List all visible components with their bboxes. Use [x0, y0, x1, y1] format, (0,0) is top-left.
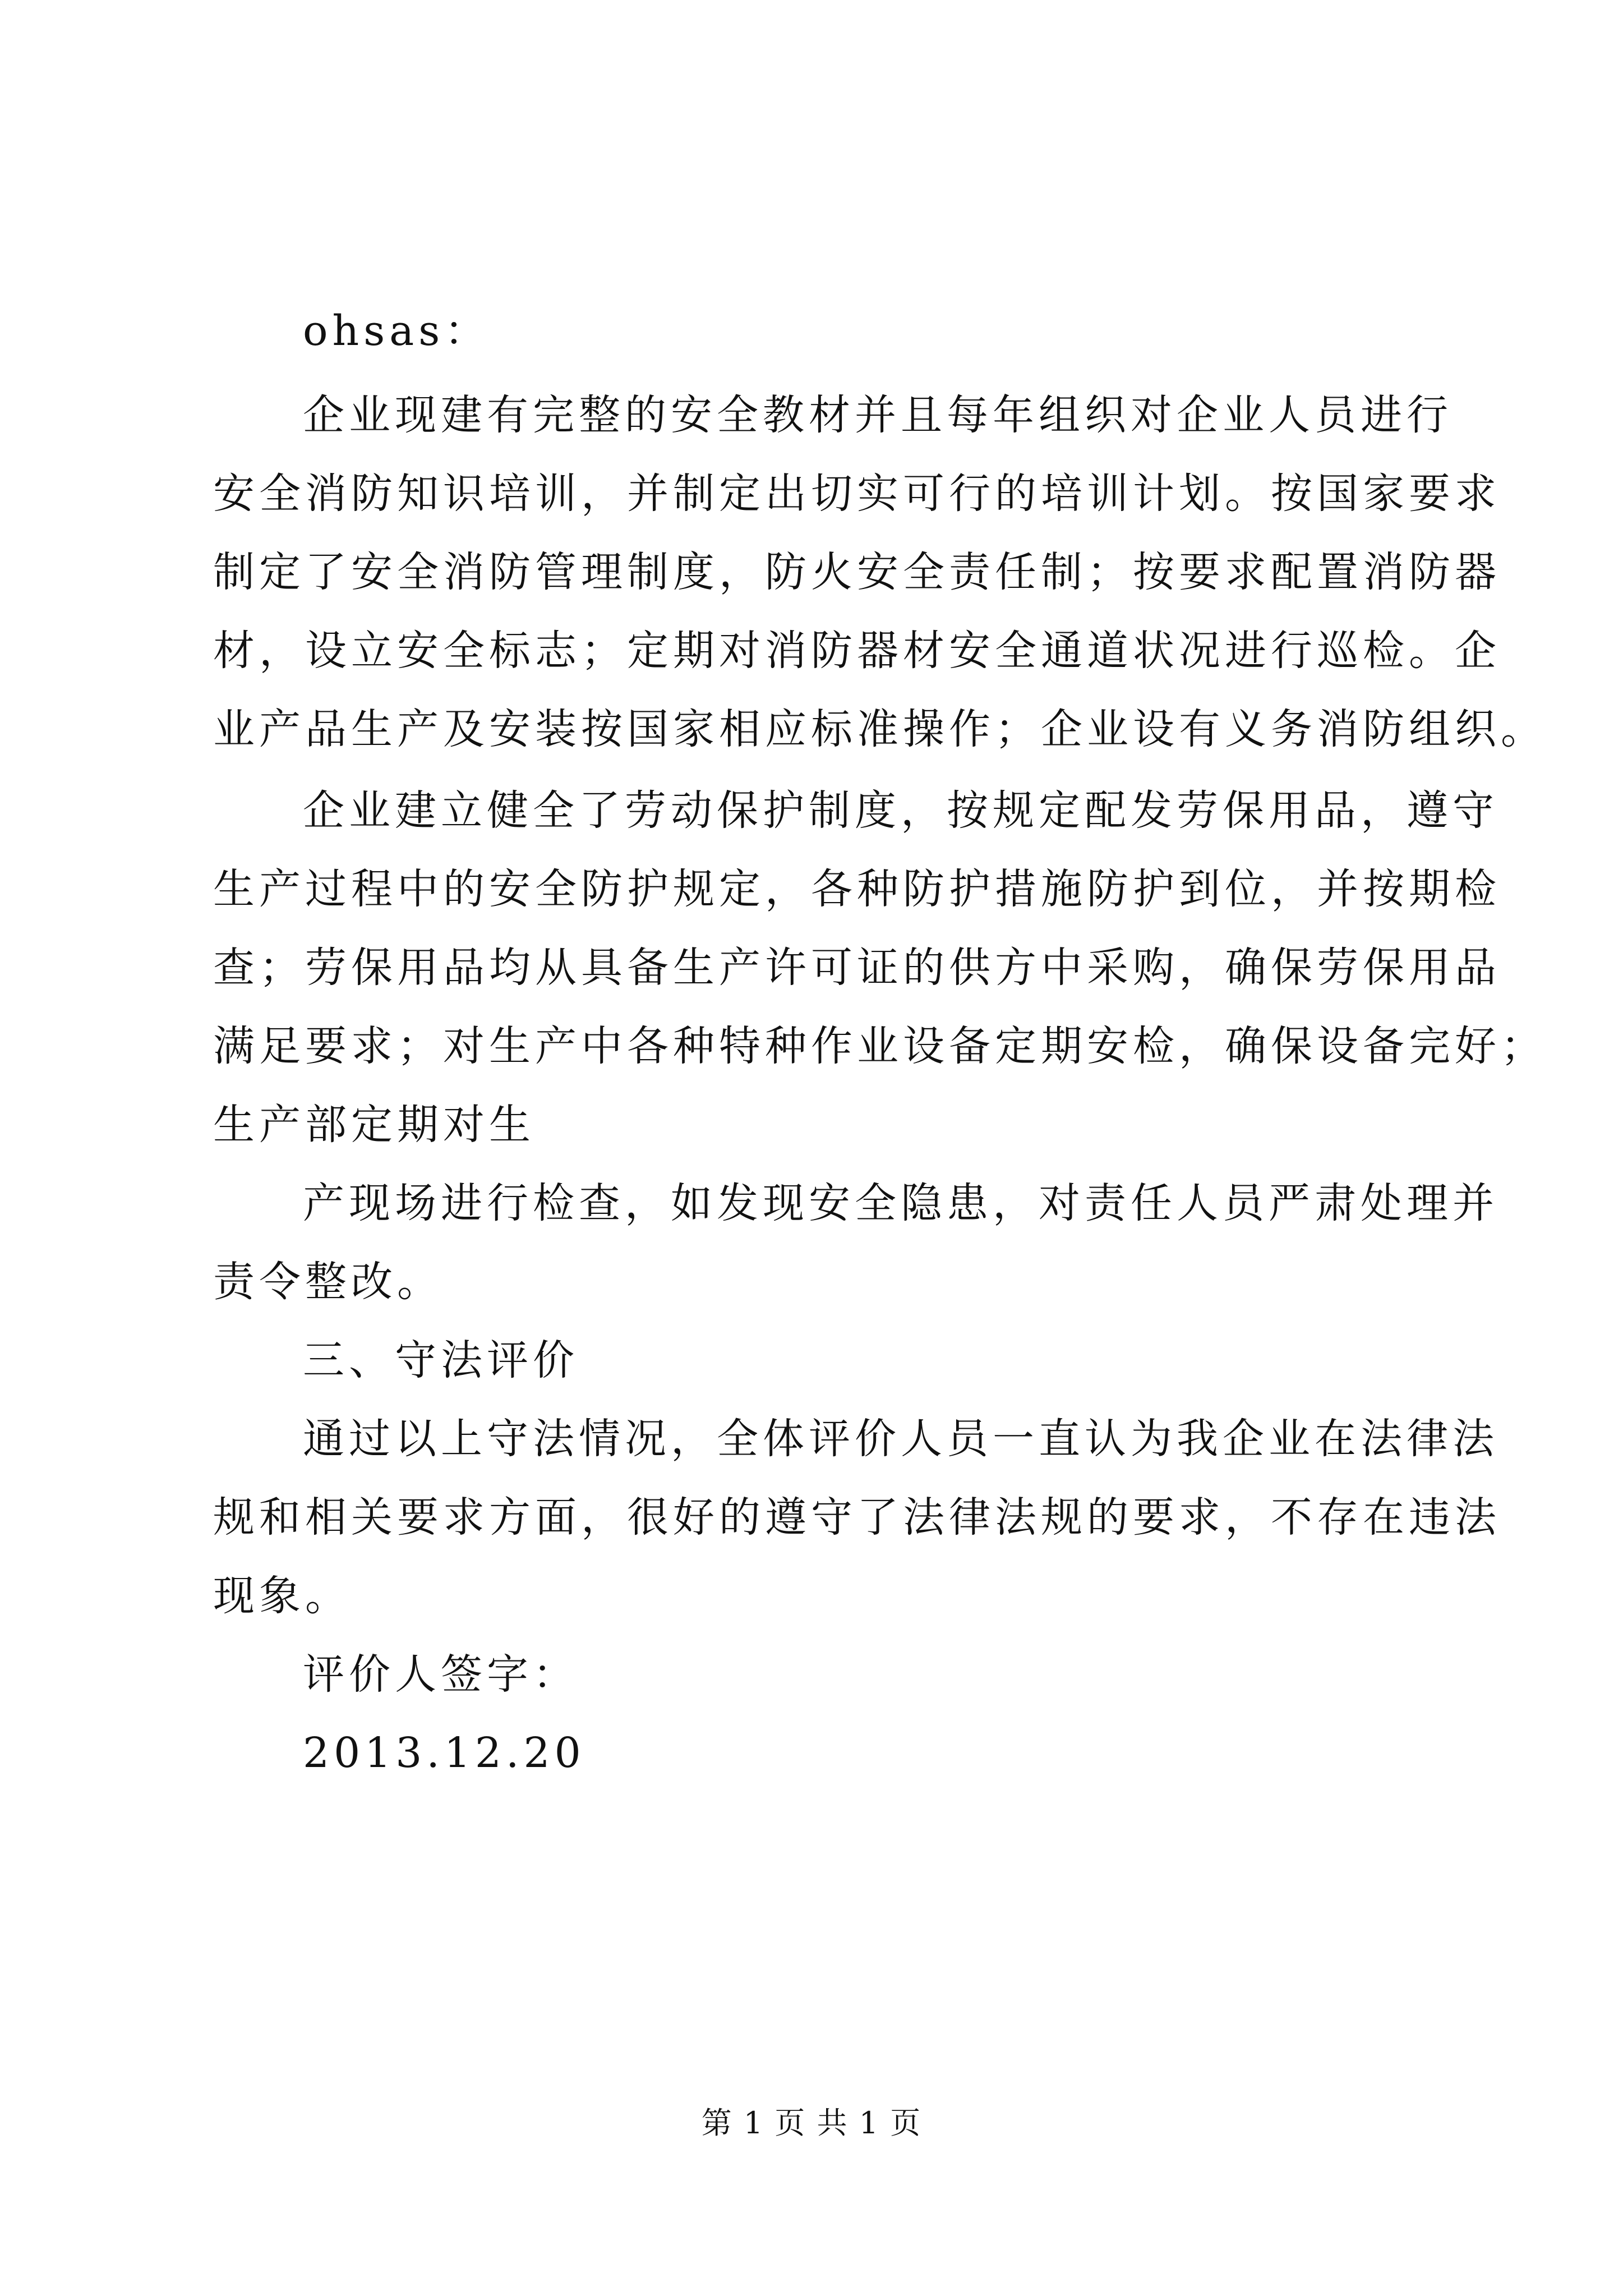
text-line: 通过以上守法情况，全体评价人员一直认为我企业在法律法	[303, 1415, 1498, 1463]
text-line: 安全消防知识培训，并制定出切实可行的培训计划。按国家要求	[213, 470, 1501, 518]
text-line: 产现场进行检查，如发现安全隐患，对责任人员严肃处理并	[303, 1179, 1498, 1227]
text-line-ohsas: ohsas：	[303, 307, 491, 355]
text-line: 满足要求；对生产中各种特种作业设备定期安检，确保设备完好；	[213, 1022, 1547, 1070]
text-line: 企业现建有完整的安全教材并且每年组织对企业人员进行	[303, 391, 1453, 439]
text-line: 制定了安全消防管理制度，防火安全责任制；按要求配置消防器	[213, 548, 1501, 596]
page-footer: 第 1 页 共 1 页	[701, 2105, 922, 2141]
text-line: 规和相关要求方面，很好的遵守了法律法规的要求，不存在违法	[213, 1493, 1501, 1542]
text-line: 责令整改。	[213, 1258, 443, 1306]
text-line: 业产品生产及安装按国家相应标准操作；企业设有义务消防组织。	[213, 705, 1547, 753]
signature-label: 评价人签字：	[303, 1650, 579, 1699]
text-line: 现象。	[213, 1572, 351, 1620]
text-line: 材，设立安全标志；定期对消防器材安全通道状况进行巡检。企	[213, 627, 1501, 675]
section-heading: 三、守法评价	[303, 1336, 579, 1384]
text-line: 生产部定期对生	[213, 1101, 535, 1149]
date-line: 2013.12.20	[303, 1729, 585, 1777]
text-line: 查；劳保用品均从具备生产许可证的供方中采购，确保劳保用品	[213, 944, 1501, 992]
text-line: 生产过程中的安全防护规定，各种防护措施防护到位，并按期检	[213, 865, 1501, 913]
text-line: 企业建立健全了劳动保护制度，按规定配发劳保用品，遵守	[303, 786, 1498, 835]
